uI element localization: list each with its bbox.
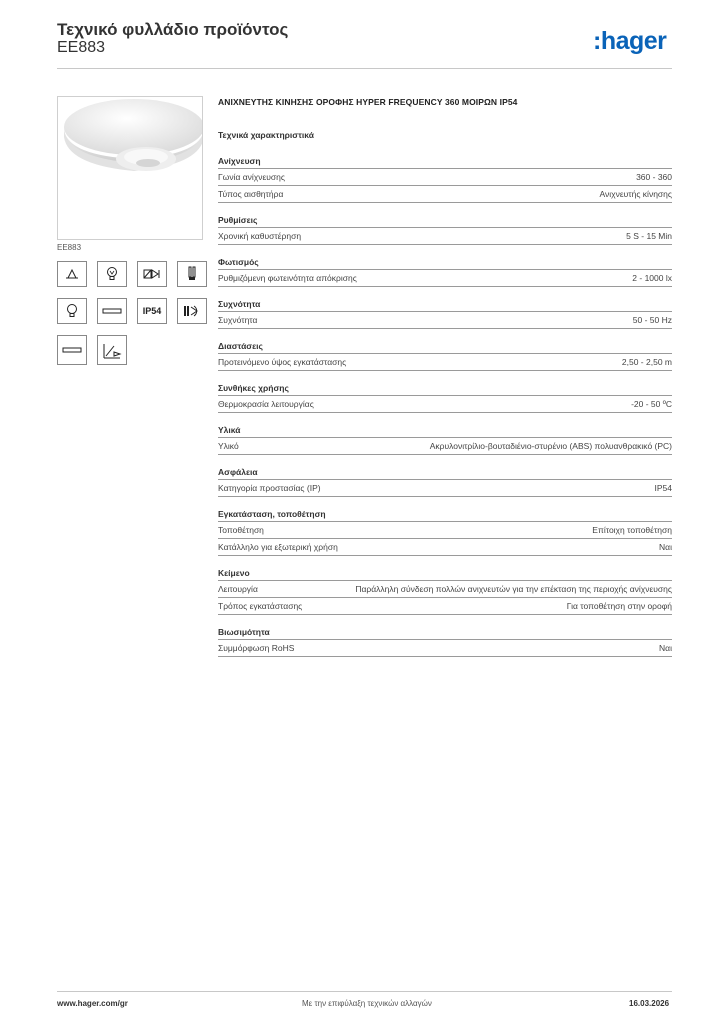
spec-label: Τοποθέτηση <box>218 525 264 535</box>
spec-value: 360 - 360 <box>636 172 672 182</box>
specs-heading: Τεχνικά χαρακτηριστικά <box>218 130 314 140</box>
spec-label: Λειτουργία <box>218 584 258 594</box>
spec-section-title: Εγκατάσταση, τοποθέτηση <box>218 509 672 522</box>
spec-label: Χρονική καθυστέρηση <box>218 231 302 241</box>
spec-section-title: Ασφάλεια <box>218 467 672 480</box>
spec-value: Ναι <box>659 643 672 653</box>
fluorescent-tube-icon <box>177 261 207 287</box>
tube-lamp-icon <box>57 335 87 365</box>
spec-label: Κατηγορία προστασίας (IP) <box>218 483 321 493</box>
spec-section-title: Βιωσιμότητα <box>218 627 672 640</box>
footer-note: Με την επιφύλαξη τεχνικών αλλαγών <box>302 999 432 1008</box>
spec-label: Συμμόρφωση RoHS <box>218 643 295 653</box>
linear-lamp-icon <box>97 298 127 324</box>
spec-value: 2 - 1000 lx <box>632 273 672 283</box>
spec-section <box>218 257 672 287</box>
spec-label: Συχνότητα <box>218 315 258 325</box>
spec-value: 5 S - 15 Min <box>626 231 672 241</box>
document-title: Τεχνικό φυλλάδιο προϊόντος <box>57 20 289 39</box>
spec-label: Τρόπος εγκατάστασης <box>218 601 303 611</box>
spec-section-title: Κείμενο <box>218 568 672 581</box>
spec-value: Ακρυλονιτρίλιο-βουταδιένιο-στυρένιο (ABS) πολυανθρακικό (PC) <box>429 441 672 451</box>
specs-table <box>218 130 672 669</box>
spec-row <box>218 169 672 186</box>
spec-row <box>218 480 672 497</box>
spec-row <box>218 522 672 539</box>
spec-section-title: Συνθήκες χρήσης <box>218 383 672 396</box>
spec-label: Ρυθμιζόμενη φωτεινότητα απόκρισης <box>218 273 357 283</box>
spec-row <box>218 640 672 657</box>
spec-section-title: Συχνότητα <box>218 299 672 312</box>
ip54-badge: IP54 <box>137 298 167 324</box>
detector-illustration <box>58 97 202 239</box>
spec-section <box>218 299 672 329</box>
spec-label: Προτεινόμενο ύψος εγκατάστασης <box>218 357 347 367</box>
spec-value: Ναι <box>659 542 672 552</box>
spec-section-title: Ανίχνευση <box>218 156 672 169</box>
spec-value: -20 - 50 ºC <box>631 399 672 409</box>
incandescent-bulb-icon <box>57 298 87 324</box>
footer-website: www.hager.com/gr <box>57 999 128 1008</box>
spec-label: Υλικό <box>218 441 239 451</box>
spec-value: Για τοποθέτηση στην οροφή <box>566 601 672 611</box>
led-driver-icon <box>137 261 167 287</box>
image-caption: EE883 <box>57 243 82 252</box>
spec-label: Κατάλληλο για εξωτερική χρήση <box>218 542 338 552</box>
spec-section-title: Ρυθμίσεις <box>218 215 672 228</box>
spec-section <box>218 383 672 413</box>
header-divider <box>57 68 672 69</box>
ceiling-mount-icon <box>97 335 127 365</box>
spec-section <box>218 156 672 203</box>
spec-value: 2,50 - 2,50 m <box>621 357 672 367</box>
spec-row <box>218 539 672 556</box>
lamp-icon <box>57 261 87 287</box>
spec-row <box>218 396 672 413</box>
spec-section <box>218 467 672 497</box>
product-title: ΑΝΙΧΝΕΥΤΗΣ ΚΙΝΗΣΗΣ ΟΡΟΦΗΣ HYPER FREQUENCY 360 ΜΟΙΡΩΝ IP54 <box>218 97 518 107</box>
spec-value: IP54 <box>654 483 672 493</box>
spec-row <box>218 228 672 245</box>
radar-icon <box>177 298 207 324</box>
spec-label: Γωνία ανίχνευσης <box>218 172 286 182</box>
spec-label: Τύπος αισθητήρα <box>218 189 284 199</box>
spec-row <box>218 598 672 615</box>
spec-section <box>218 425 672 455</box>
spec-section <box>218 341 672 371</box>
product-image <box>57 96 203 240</box>
spec-section-title: Φωτισμός <box>218 257 672 270</box>
spec-section <box>218 215 672 245</box>
spec-row <box>218 354 672 371</box>
spec-value: 50 - 50 Hz <box>632 315 672 325</box>
product-code: EE883 <box>57 39 106 56</box>
spec-section-title: Υλικά <box>218 425 672 438</box>
spec-value: Ανιχνευτής κίνησης <box>599 189 672 199</box>
spec-label: Θερμοκρασία λειτουργίας <box>218 399 314 409</box>
spec-section <box>218 627 672 657</box>
spec-row <box>218 438 672 455</box>
spec-section <box>218 509 672 556</box>
spec-row <box>218 270 672 287</box>
spec-section-title: Διαστάσεις <box>218 341 672 354</box>
spec-row <box>218 186 672 203</box>
spec-value: Επίτοιχη τοποθέτηση <box>592 525 672 535</box>
spec-section <box>218 568 672 615</box>
bulb-icon <box>97 261 127 287</box>
hager-logo: :hager <box>593 27 667 55</box>
footer-divider <box>57 991 672 992</box>
spec-value: Παράλληλη σύνδεση πολλών ανιχνευτών για την επέκταση της περιοχής ανίχνευσης <box>355 584 672 594</box>
footer-date: 16.03.2026 <box>629 999 670 1008</box>
spec-row <box>218 312 672 329</box>
spec-row <box>218 581 672 598</box>
